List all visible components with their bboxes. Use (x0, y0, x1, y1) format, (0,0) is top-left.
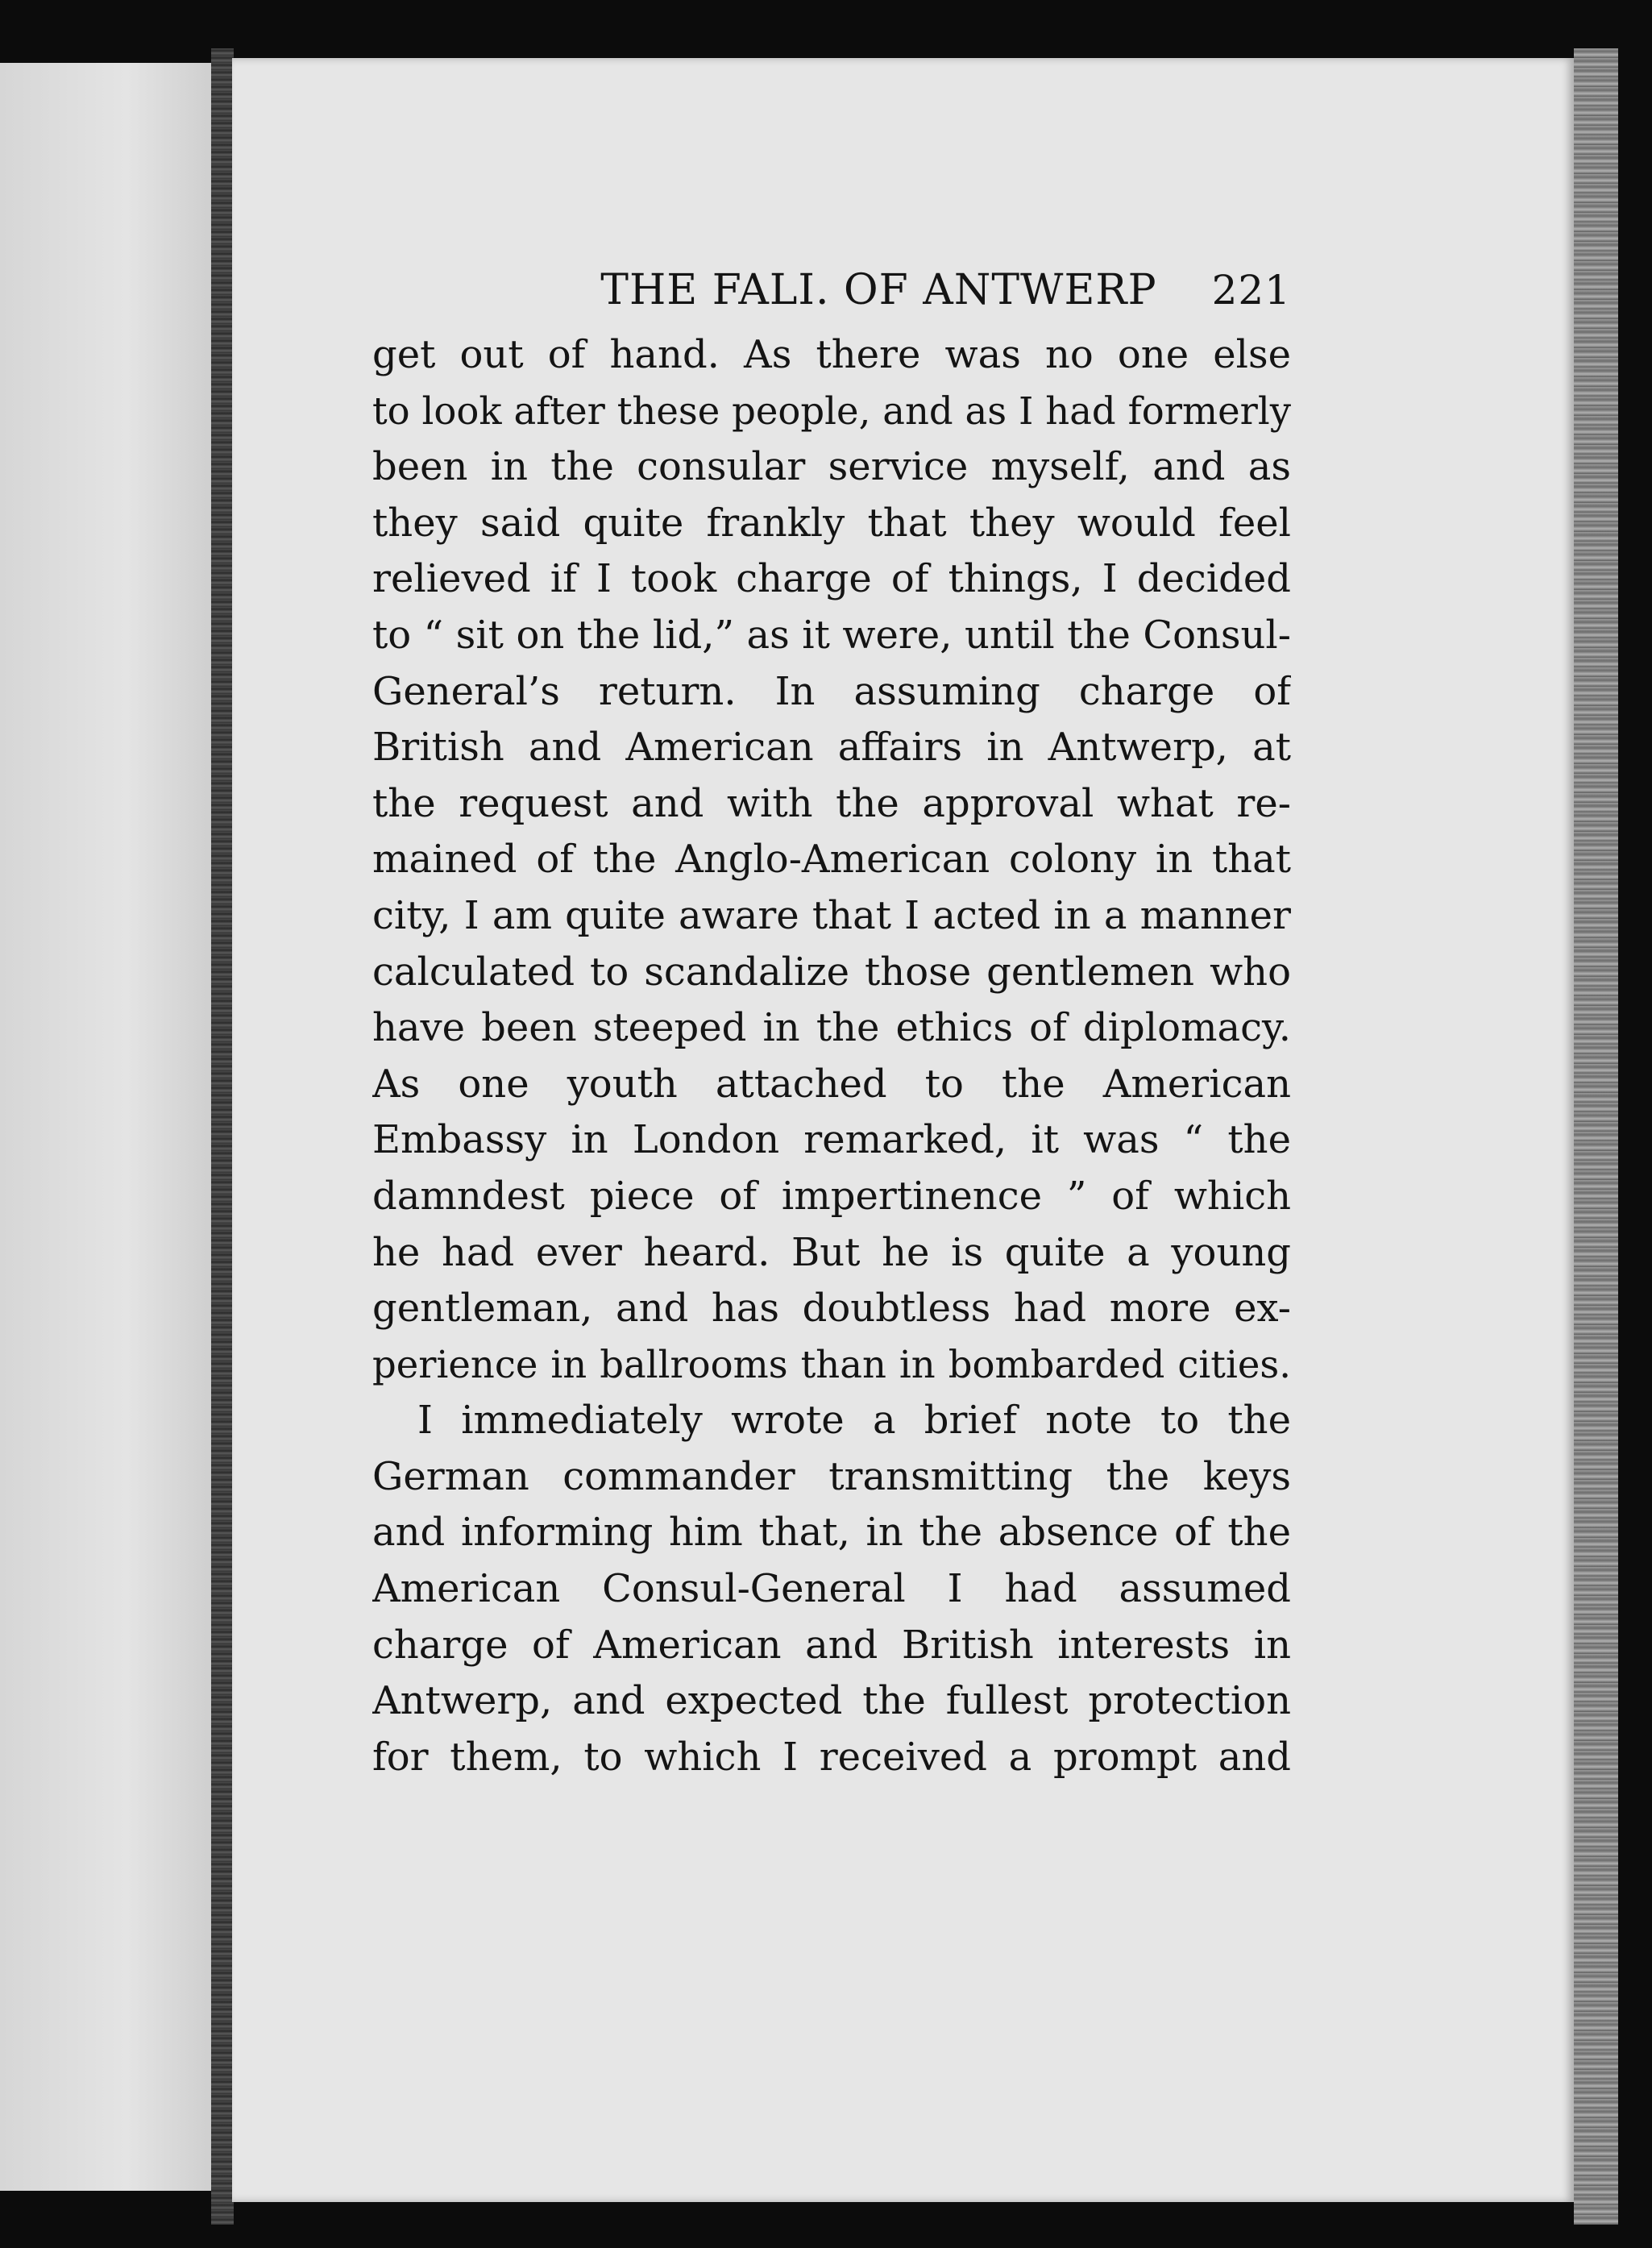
page-stack-edge (1574, 48, 1618, 2225)
text-line: Embassy in London remarked, it was “ the (372, 1117, 1291, 1163)
text-line: gentleman, and has doubtless had more ex- (372, 1286, 1291, 1332)
text-line: mained of the Anglo-American colony in that (372, 837, 1291, 883)
text-line: to look after these people, and as I had formerly (372, 389, 1291, 433)
text-line: and informing him that, in the absence of the (372, 1510, 1291, 1556)
paragraph-first-line: I immediately wrote a brief note to the (417, 1398, 1291, 1444)
text-line: German commander transmitting the keys (372, 1453, 1291, 1499)
text-line: been in the consular service myself, and as (372, 444, 1291, 490)
text-line: to “ sit on the lid,” as it were, until the Consul- (372, 612, 1291, 658)
page-number: 221 (1211, 267, 1291, 314)
text-line: get out of hand. As there was no one else (372, 332, 1291, 377)
text-line: As one youth attached to the American (372, 1061, 1291, 1107)
text-line: charge of American and British interests in (372, 1622, 1291, 1668)
text-line: have been steeped in the ethics of diplomacy. (372, 1005, 1291, 1051)
text-line: damndest piece of impertinence ” of which (372, 1173, 1291, 1219)
text-line: American Consul-General I had assumed (372, 1566, 1291, 1612)
book-binding (211, 48, 234, 2225)
page-text (372, 266, 1291, 1785)
text-line: for them, to which I received a prompt and (372, 1734, 1291, 1780)
previous-page-edge (0, 63, 211, 2191)
text-line: they said quite frankly that they would feel (372, 500, 1291, 546)
text-line: city, I am quite aware that I acted in a manner (372, 892, 1291, 938)
running-head (372, 266, 1291, 327)
text-line: relieved if I took charge of things, I decided (372, 556, 1291, 602)
text-line: British and American affairs in Antwerp, at (372, 725, 1291, 771)
text-line: General’s return. In assuming charge of (372, 668, 1291, 714)
text-line: the request and with the approval what re- (372, 780, 1291, 826)
text-line: perience in ballrooms than in bombarded cities. (372, 1342, 1291, 1386)
running-title: THE FALI. OF ANTWERP (600, 266, 1157, 314)
text-line: Antwerp, and expected the fullest protection (372, 1678, 1291, 1724)
text-line: he had ever heard. But he is quite a young (372, 1229, 1291, 1275)
text-line: calculated to scandalize those gentlemen who (372, 949, 1291, 995)
